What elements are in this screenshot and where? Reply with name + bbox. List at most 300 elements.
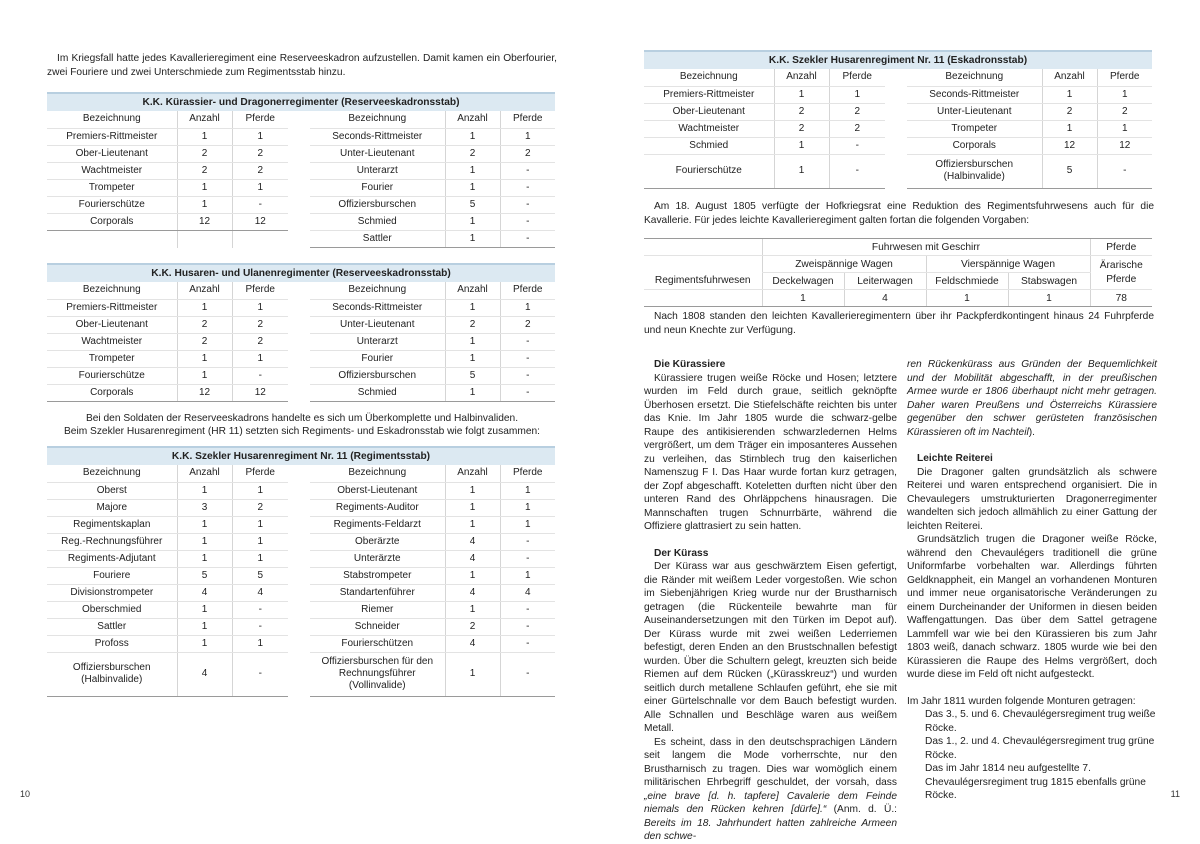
table-row xyxy=(310,618,555,635)
table-szekler-regimentsstab xyxy=(47,446,555,697)
row-horses: 12 xyxy=(232,213,288,230)
table-title: K.K. Szekler Husarenregiment Nr. 11 (Eskadronsstab) xyxy=(644,50,1152,69)
row-count: 5 xyxy=(177,567,232,584)
row-horses: 2 xyxy=(829,120,885,137)
row-horses: - xyxy=(500,230,555,247)
table-row xyxy=(310,516,555,533)
note-end: ). xyxy=(1028,426,1035,438)
row-name: Oberschmied xyxy=(47,601,177,618)
column-header-name: Bezeichnung xyxy=(907,69,1042,86)
table-row xyxy=(310,584,555,601)
table-row xyxy=(47,482,288,499)
row-name: Wachtmeister xyxy=(47,333,177,350)
row-name: Schmied xyxy=(310,384,445,401)
table-row xyxy=(47,162,288,179)
table-row xyxy=(47,499,288,516)
column-header-name: Bezeichnung xyxy=(47,465,177,482)
para-kuerass: Der Kürass war aus geschwärztem Eisen gefertigt, die Ränder mit weißem Leder vorgestoßen. Wie schon im Siebenjährigen Krieg wurde nur der Brustharnisch getragen (die Rückenteile bewahrte man für Auseinandersetzungen mit den Türken im Depot auf). Der Kürass wurde mit zwei weißen Lederriemen befestigt, deren Enden an den Brustschnallen befestigt wurden. Über die Schultern gelegt, kreuzten sich beide Riemen auf dem Rücken („Kürasskreuz“) und wurden seitlich durch metallene Schlaufen geführt, ehe sie mit einer Gürtelschnalle vor dem Bauch befestigt wurden. Alle Schnallen und Beschläge waren aus weißem Metall. xyxy=(644,561,897,734)
row-count: 1 xyxy=(445,333,500,350)
wagon-empty-header xyxy=(644,239,762,256)
page-number-left: 10 xyxy=(20,789,31,799)
middle-text-1: Bei den Soldaten der Reserveeskadrons handelte es sich um Überkomplette und Halbinvaliden. xyxy=(85,413,519,424)
list-item: Das im Jahr 1814 neu aufgestellte 7. Chevaulégersregiment trug 1815 ebenfalls grüne Röcke. xyxy=(925,763,1146,801)
table-row xyxy=(310,384,555,401)
row-name: Wachtmeister xyxy=(47,162,177,179)
row-name: Trompeter xyxy=(907,120,1042,137)
table-row xyxy=(310,482,555,499)
heading-leichte-reiterei: Leichte Reiterei xyxy=(917,453,993,464)
col-deckelwagen: Deckelwagen xyxy=(762,273,844,290)
row-count: 1 xyxy=(445,499,500,516)
row-horses: 5 xyxy=(232,567,288,584)
column-header-horses: Pferde xyxy=(500,282,555,299)
table-row xyxy=(310,230,555,247)
row-horses: - xyxy=(232,367,288,384)
text-column-1 xyxy=(644,358,897,844)
row-count: 12 xyxy=(177,384,232,401)
row-horses: 1 xyxy=(232,299,288,316)
left-page xyxy=(0,0,600,821)
row-horses: - xyxy=(500,350,555,367)
row-horses: 1 xyxy=(829,86,885,103)
row-count: 2 xyxy=(177,316,232,333)
row-horses: 1 xyxy=(232,482,288,499)
row-count: 4 xyxy=(177,584,232,601)
col-leiterwagen: Leiterwagen xyxy=(844,273,926,290)
row-horses: 2 xyxy=(1097,103,1152,120)
paragraph-1805 xyxy=(644,200,1154,228)
row-name: Unterarzt xyxy=(310,162,445,179)
row-name: Wachtmeister xyxy=(644,120,774,137)
row-name: Stabstrompeter xyxy=(310,567,445,584)
row-name: Reg.-Rechnungsführer xyxy=(47,533,177,550)
table-row xyxy=(47,213,288,230)
row-horses xyxy=(232,230,288,247)
table-row xyxy=(310,299,555,316)
column-header-horses: Pferde xyxy=(500,111,555,128)
two-horse-header: Zweispännige Wagen xyxy=(762,256,926,273)
row-horses: 1 xyxy=(1097,120,1152,137)
table-row xyxy=(310,350,555,367)
table-row xyxy=(47,618,288,635)
row-count: 1 xyxy=(177,179,232,196)
table-row xyxy=(47,179,288,196)
table-row xyxy=(310,145,555,162)
text-1805: Am 18. August 1805 verfügte der Hofkriegsrat eine Reduktion des Regimentsfuhrwesens auch für die Kavallerie. Für jedes leichte Kavallerieregiment galten fortan die folgenden Vorgaben: xyxy=(644,201,1154,226)
table-row xyxy=(310,499,555,516)
table-row xyxy=(47,145,288,162)
row-horses: 2 xyxy=(232,316,288,333)
table-row xyxy=(47,533,288,550)
row-count: 4 xyxy=(445,550,500,567)
row-horses: - xyxy=(500,333,555,350)
table-row xyxy=(907,154,1152,188)
table-row xyxy=(47,384,288,401)
table-row xyxy=(47,652,288,696)
row-count: 2 xyxy=(177,333,232,350)
table-row xyxy=(47,196,288,213)
four-horse-header: Vierspännige Wagen xyxy=(926,256,1090,273)
row-horses: 1 xyxy=(232,350,288,367)
table-szekler-eskadronsstab xyxy=(644,50,1152,189)
row-horses: - xyxy=(500,213,555,230)
row-horses: 2 xyxy=(500,145,555,162)
row-count: 2 xyxy=(1042,103,1097,120)
table-halves xyxy=(644,69,1152,189)
column-header-horses: Pferde xyxy=(232,111,288,128)
table-kuerassier-dragoner xyxy=(47,92,555,248)
row-horses: 4 xyxy=(232,584,288,601)
table-row xyxy=(907,137,1152,154)
table-row xyxy=(907,86,1152,103)
row-name: Corporals xyxy=(907,137,1042,154)
row-name: Sattler xyxy=(47,618,177,635)
row-horses: 2 xyxy=(232,333,288,350)
row-name: Corporals xyxy=(47,213,177,230)
row-count: 1 xyxy=(177,299,232,316)
table-row xyxy=(310,367,555,384)
list-item: Das 1., 2. und 4. Chevaulégersregiment trug grüne Röcke. xyxy=(925,736,1155,761)
table-title: K.K. Szekler Husarenregiment Nr. 11 (Regimentsstab) xyxy=(47,446,555,465)
intro-paragraph xyxy=(47,52,557,80)
middle-text-2: Beim Szekler Husarenregiment (HR 11) setzten sich Regiments- und Eskadronsstab wie folgt zusammen: xyxy=(64,425,540,437)
mode-note: Bereits im 18. Jahrhundert hatten zahlreiche Armeen den schwe- xyxy=(644,817,897,842)
table-row xyxy=(907,103,1152,120)
row-horses: 1 xyxy=(232,550,288,567)
row-count: 12 xyxy=(177,213,232,230)
row-count: 1 xyxy=(774,86,829,103)
wagon-value-empty xyxy=(644,290,762,307)
row-count: 1 xyxy=(774,154,829,188)
row-count: 1 xyxy=(177,635,232,652)
table-halves xyxy=(47,111,555,248)
paragraph-1808 xyxy=(644,310,1154,338)
table-row xyxy=(310,550,555,567)
wagon-empty-2 xyxy=(644,256,762,273)
row-horses: - xyxy=(232,196,288,213)
row-name: Offiziersburschen xyxy=(310,196,445,213)
table-row xyxy=(47,550,288,567)
row-horses: 1 xyxy=(232,179,288,196)
column-header-name: Bezeichnung xyxy=(47,111,177,128)
table-row xyxy=(310,316,555,333)
page-number-right: 11 xyxy=(1170,789,1180,799)
table-row xyxy=(310,179,555,196)
table-left-half xyxy=(47,282,288,402)
para-grundsaetzlich: Grundsätzlich trugen die Dragoner weiße Röcke, während den Chevaulégers traditionell die grüne Uniformfarbe vorbehalten war. Allerdings führten Geldknappheit, ein Mangel an vorhandenen Monturen und immer neue organisatorische Veränderungen zu einem Durcheinander der Uniformen in diesen beiden Waffengattungen. Das über dem Sattel getragene Lammfell war wie bei den Kürassieren bis zum Jahr 1803 weiß, danach schwarz. 1805 wurde wie bei den Kürassieren die Raupe des Helms vergrößert, doch wurde diese im Feld oft nicht aufgesteckt. xyxy=(907,534,1157,680)
mode-text: Es scheint, dass in den deutschsprachigen Ländern seit langem die Mode vorherrschte, nur den Brustharnisch zu tragen. Dies war womöglich einem militärischen Ehrbegriff geschuldet, der vorsah, dass xyxy=(644,736,897,788)
row-name: Fourierschützen xyxy=(310,635,445,652)
row-count: 4 xyxy=(445,584,500,601)
table-row xyxy=(47,584,288,601)
row-horses: - xyxy=(500,533,555,550)
table-right-half xyxy=(310,111,555,248)
row-name: Regiments-Feldarzt xyxy=(310,516,445,533)
para-dragoner: Die Dragoner galten grundsätzlich als schwere Reiterei und waren entsprechend organisiert. Die in Chevaulegers umstrukturierten Dragonerregimenter wandelten sich jedoch allmählich zu einer Gattung der leichten Reiterei. xyxy=(907,466,1157,532)
row-name: Fourierschütze xyxy=(47,367,177,384)
row-name: Seconds-Rittmeister xyxy=(907,86,1042,103)
row-horses: - xyxy=(232,652,288,696)
row-horses: 12 xyxy=(232,384,288,401)
table-right-half xyxy=(310,282,555,402)
row-count: 1 xyxy=(445,516,500,533)
table-row xyxy=(310,128,555,145)
row-count: 1 xyxy=(445,162,500,179)
heading-kuerass: Der Kürass xyxy=(654,547,709,559)
column-header-name: Bezeichnung xyxy=(310,111,445,128)
row-count: 4 xyxy=(445,533,500,550)
column-header-count: Anzahl xyxy=(445,465,500,482)
row-horses: 1 xyxy=(500,516,555,533)
table-row xyxy=(310,162,555,179)
row-count: 1 xyxy=(1042,120,1097,137)
row-horses: 1 xyxy=(500,299,555,316)
row-count: 1 xyxy=(177,350,232,367)
row-name: Fourierschütze xyxy=(644,154,774,188)
row-horses: 1 xyxy=(232,516,288,533)
wagon-horses-header: Pferde xyxy=(1090,239,1152,256)
table-title: K.K. Kürassier- und Dragonerregimenter (Reserveeskadronsstab) xyxy=(47,92,555,111)
table-row xyxy=(644,103,885,120)
row-name: Offiziersburschen für den Rechnungsführer (Vollinvalide) xyxy=(310,652,445,696)
row-count: 2 xyxy=(177,145,232,162)
column-header-count: Anzahl xyxy=(445,282,500,299)
row-name: Premiers-Rittmeister xyxy=(47,128,177,145)
column-header-horses: Pferde xyxy=(1097,69,1152,86)
row-horses: 1 xyxy=(232,128,288,145)
row-count: 2 xyxy=(774,103,829,120)
row-count: 5 xyxy=(1042,154,1097,188)
table-left-half xyxy=(47,465,288,697)
row-horses: - xyxy=(500,162,555,179)
row-count: 1 xyxy=(445,652,500,696)
row-count: 2 xyxy=(445,145,500,162)
row-horses: - xyxy=(500,196,555,213)
col-feldschmiede: Feldschmiede xyxy=(926,273,1008,290)
table-row xyxy=(310,213,555,230)
table-row xyxy=(47,635,288,652)
row-name: Oberst xyxy=(47,482,177,499)
row-count: 1 xyxy=(177,128,232,145)
column-header-horses: Pferde xyxy=(232,465,288,482)
row-name: Trompeter xyxy=(47,350,177,367)
column-header-count: Anzahl xyxy=(774,69,829,86)
para-kuerassiere: Kürassiere trugen weiße Röcke und Hosen; letztere wurden im Feld durch graue, seitlich geknöpfte Überhosen ersetzt. Die Stiefelschäfte reichten bis unter das Knie. Im Jahr 1805 wurde die schwarz-gelbe Raupe des antikisierenden schwarzledernen Helms vergrößert, um dem Träger ein imposanteres Aussehen zu verleihen, das Stirnblech trug den kaiserlichen Namenszug F I. Das Haar wurde fortan kurz getragen, der Zopf abgeschafft. Koteletten durften nicht über den unteren Rand des Ohrläppchens hinausragen. Die Mannschaften trugen Schnurrbärte, während die Offiziere glattrasiert zu sein hatten. xyxy=(644,372,897,532)
table-row xyxy=(644,154,885,188)
row-name: Schmied xyxy=(310,213,445,230)
row-name: Fourier xyxy=(310,179,445,196)
row-horses: 2 xyxy=(829,103,885,120)
column-header-count: Anzahl xyxy=(177,465,232,482)
row-horses: - xyxy=(232,601,288,618)
row-horses: - xyxy=(500,179,555,196)
row-count: 1 xyxy=(177,482,232,499)
row-name: Premiers-Rittmeister xyxy=(644,86,774,103)
row-horses: - xyxy=(1097,154,1152,188)
row-name: Schneider xyxy=(310,618,445,635)
row-horses: - xyxy=(500,384,555,401)
row-count: 5 xyxy=(445,196,500,213)
table-row xyxy=(310,333,555,350)
row-count: 1 xyxy=(445,384,500,401)
row-name xyxy=(47,230,177,247)
row-name: Unter-Lieutenant xyxy=(310,316,445,333)
table-row xyxy=(310,635,555,652)
row-name: Unterarzt xyxy=(310,333,445,350)
middle-paragraph xyxy=(47,413,557,438)
row-name: Unter-Lieutenant xyxy=(907,103,1042,120)
row-count: 1 xyxy=(1042,86,1097,103)
row-count xyxy=(177,230,232,247)
column-header-horses: Pferde xyxy=(232,282,288,299)
table-row xyxy=(47,516,288,533)
row-count: 4 xyxy=(445,635,500,652)
row-horses: - xyxy=(829,137,885,154)
row-count: 1 xyxy=(177,367,232,384)
wagon-table xyxy=(644,238,1152,307)
row-name: Oberst-Lieutenant xyxy=(310,482,445,499)
row-horses: 1 xyxy=(500,567,555,584)
list-item: Das 3., 5. und 6. Chevaulégersregiment trug weiße Röcke. xyxy=(925,709,1156,734)
column-header-name: Bezeichnung xyxy=(644,69,774,86)
row-count: 1 xyxy=(177,516,232,533)
row-count: 3 xyxy=(177,499,232,516)
row-count: 1 xyxy=(445,567,500,584)
row-horses: - xyxy=(500,652,555,696)
table-husaren-ulanen xyxy=(47,263,555,402)
row-horses: - xyxy=(500,618,555,635)
row-horses: 1 xyxy=(232,533,288,550)
table-title: K.K. Husaren- und Ulanenregimenter (Reserveeskadronsstab) xyxy=(47,263,555,282)
column-header-count: Anzahl xyxy=(177,282,232,299)
row-name: Seconds-Rittmeister xyxy=(310,299,445,316)
right-page xyxy=(600,0,1200,842)
regimentsfuhrwesen-label: Regimentsfuhrwesen xyxy=(644,273,762,290)
table-row xyxy=(310,601,555,618)
row-horses: - xyxy=(232,618,288,635)
aerarische-pferde-header: Ärarische Pferde xyxy=(1090,256,1152,290)
para-mode xyxy=(644,736,897,844)
column-header-count: Anzahl xyxy=(445,111,500,128)
row-horses: - xyxy=(500,601,555,618)
mode-quote: „eine brave [d. h. tapfere] Cavalerie dem Feinde niemals den Rücken kehren [dürfe].“ xyxy=(644,790,897,815)
row-count: 2 xyxy=(177,162,232,179)
row-name: Trompeter xyxy=(47,179,177,196)
row-count: 1 xyxy=(445,213,500,230)
row-horses: 1 xyxy=(1097,86,1152,103)
row-count: 1 xyxy=(445,601,500,618)
row-count: 1 xyxy=(177,601,232,618)
intro-text: Im Kriegsfall hatte jedes Kavallerieregiment eine Reserveeskadron aufzustellen. Damit kamen ein Oberfourier, zwei Fouriere und zwei Unterschmiede zum Regimentsstab hinzu. xyxy=(47,53,557,78)
table-row xyxy=(47,333,288,350)
row-horses: - xyxy=(829,154,885,188)
table-row xyxy=(310,567,555,584)
table-row xyxy=(644,120,885,137)
table-row xyxy=(47,316,288,333)
row-name: Majore xyxy=(47,499,177,516)
para-1811: Im Jahr 1811 wurden folgende Monturen getragen: xyxy=(907,695,1136,707)
column-header-count: Anzahl xyxy=(1042,69,1097,86)
column-header-name: Bezeichnung xyxy=(47,282,177,299)
column-header-horses: Pferde xyxy=(829,69,885,86)
column-header-name: Bezeichnung xyxy=(310,282,445,299)
table-row xyxy=(310,196,555,213)
table-row xyxy=(310,652,555,696)
row-name: Offiziersburschen (Halbinvalide) xyxy=(47,652,177,696)
table-right-half xyxy=(907,69,1152,189)
row-horses: 1 xyxy=(500,499,555,516)
row-horses: 1 xyxy=(500,128,555,145)
row-count: 2 xyxy=(445,618,500,635)
row-horses: 2 xyxy=(232,145,288,162)
row-name: Schmied xyxy=(644,137,774,154)
row-count: 1 xyxy=(774,137,829,154)
table-row xyxy=(47,128,288,145)
row-name: Standartenführer xyxy=(310,584,445,601)
table-right-half xyxy=(310,465,555,697)
mode-note-label: (Anm. d. Ü.: xyxy=(826,804,897,815)
column-header-count: Anzahl xyxy=(177,111,232,128)
row-count: 1 xyxy=(445,350,500,367)
row-horses: 1 xyxy=(232,635,288,652)
row-name: Premiers-Rittmeister xyxy=(47,299,177,316)
row-horses: 12 xyxy=(1097,137,1152,154)
row-name: Divisionstrompeter xyxy=(47,584,177,601)
row-horses: 2 xyxy=(232,162,288,179)
row-name: Ober-Lieutenant xyxy=(47,145,177,162)
column-header-horses: Pferde xyxy=(500,465,555,482)
row-horses: 4 xyxy=(500,584,555,601)
row-name: Fourierschütze xyxy=(47,196,177,213)
row-name: Fouriere xyxy=(47,567,177,584)
row-count: 1 xyxy=(445,230,500,247)
column-header-name: Bezeichnung xyxy=(310,465,445,482)
val-leiterwagen: 4 xyxy=(844,290,926,307)
row-horses: - xyxy=(500,550,555,567)
table-halves xyxy=(47,465,555,697)
table-row xyxy=(644,86,885,103)
row-name: Seconds-Rittmeister xyxy=(310,128,445,145)
val-stabswagen: 1 xyxy=(1008,290,1090,307)
row-count: 1 xyxy=(445,482,500,499)
row-count: 2 xyxy=(774,120,829,137)
row-count: 1 xyxy=(177,533,232,550)
row-name: Regiments-Adjutant xyxy=(47,550,177,567)
row-name: Unter-Lieutenant xyxy=(310,145,445,162)
table-row xyxy=(47,367,288,384)
wagon-group-header: Fuhrwesen mit Geschirr xyxy=(762,239,1090,256)
table-row xyxy=(47,299,288,316)
row-count: 1 xyxy=(177,196,232,213)
table-row xyxy=(47,230,288,247)
row-name: Profoss xyxy=(47,635,177,652)
table-row xyxy=(907,120,1152,137)
row-name: Fourier xyxy=(310,350,445,367)
row-count: 2 xyxy=(445,316,500,333)
row-name: Corporals xyxy=(47,384,177,401)
table-halves xyxy=(47,282,555,402)
row-name: Unterärzte xyxy=(310,550,445,567)
row-name: Sattler xyxy=(310,230,445,247)
row-horses: - xyxy=(500,635,555,652)
row-horses: - xyxy=(500,367,555,384)
row-horses: 1 xyxy=(500,482,555,499)
text-column-2 xyxy=(907,358,1157,803)
val-pferde: 78 xyxy=(1090,290,1152,307)
para-note-continued xyxy=(907,358,1157,439)
row-count: 1 xyxy=(445,128,500,145)
note-continued: ren Rückenkürass aus Gründen der Bequemlichkeit und der Mobilität abgeschafft, in der preußischen Armee wurde er 1806 überhaupt nicht mehr getragen. Daher waren Preußens und Österreichs Kürassiere gegenüber den schwer gerüsteten französischen Kürassieren oft im Nachteil xyxy=(907,359,1157,438)
